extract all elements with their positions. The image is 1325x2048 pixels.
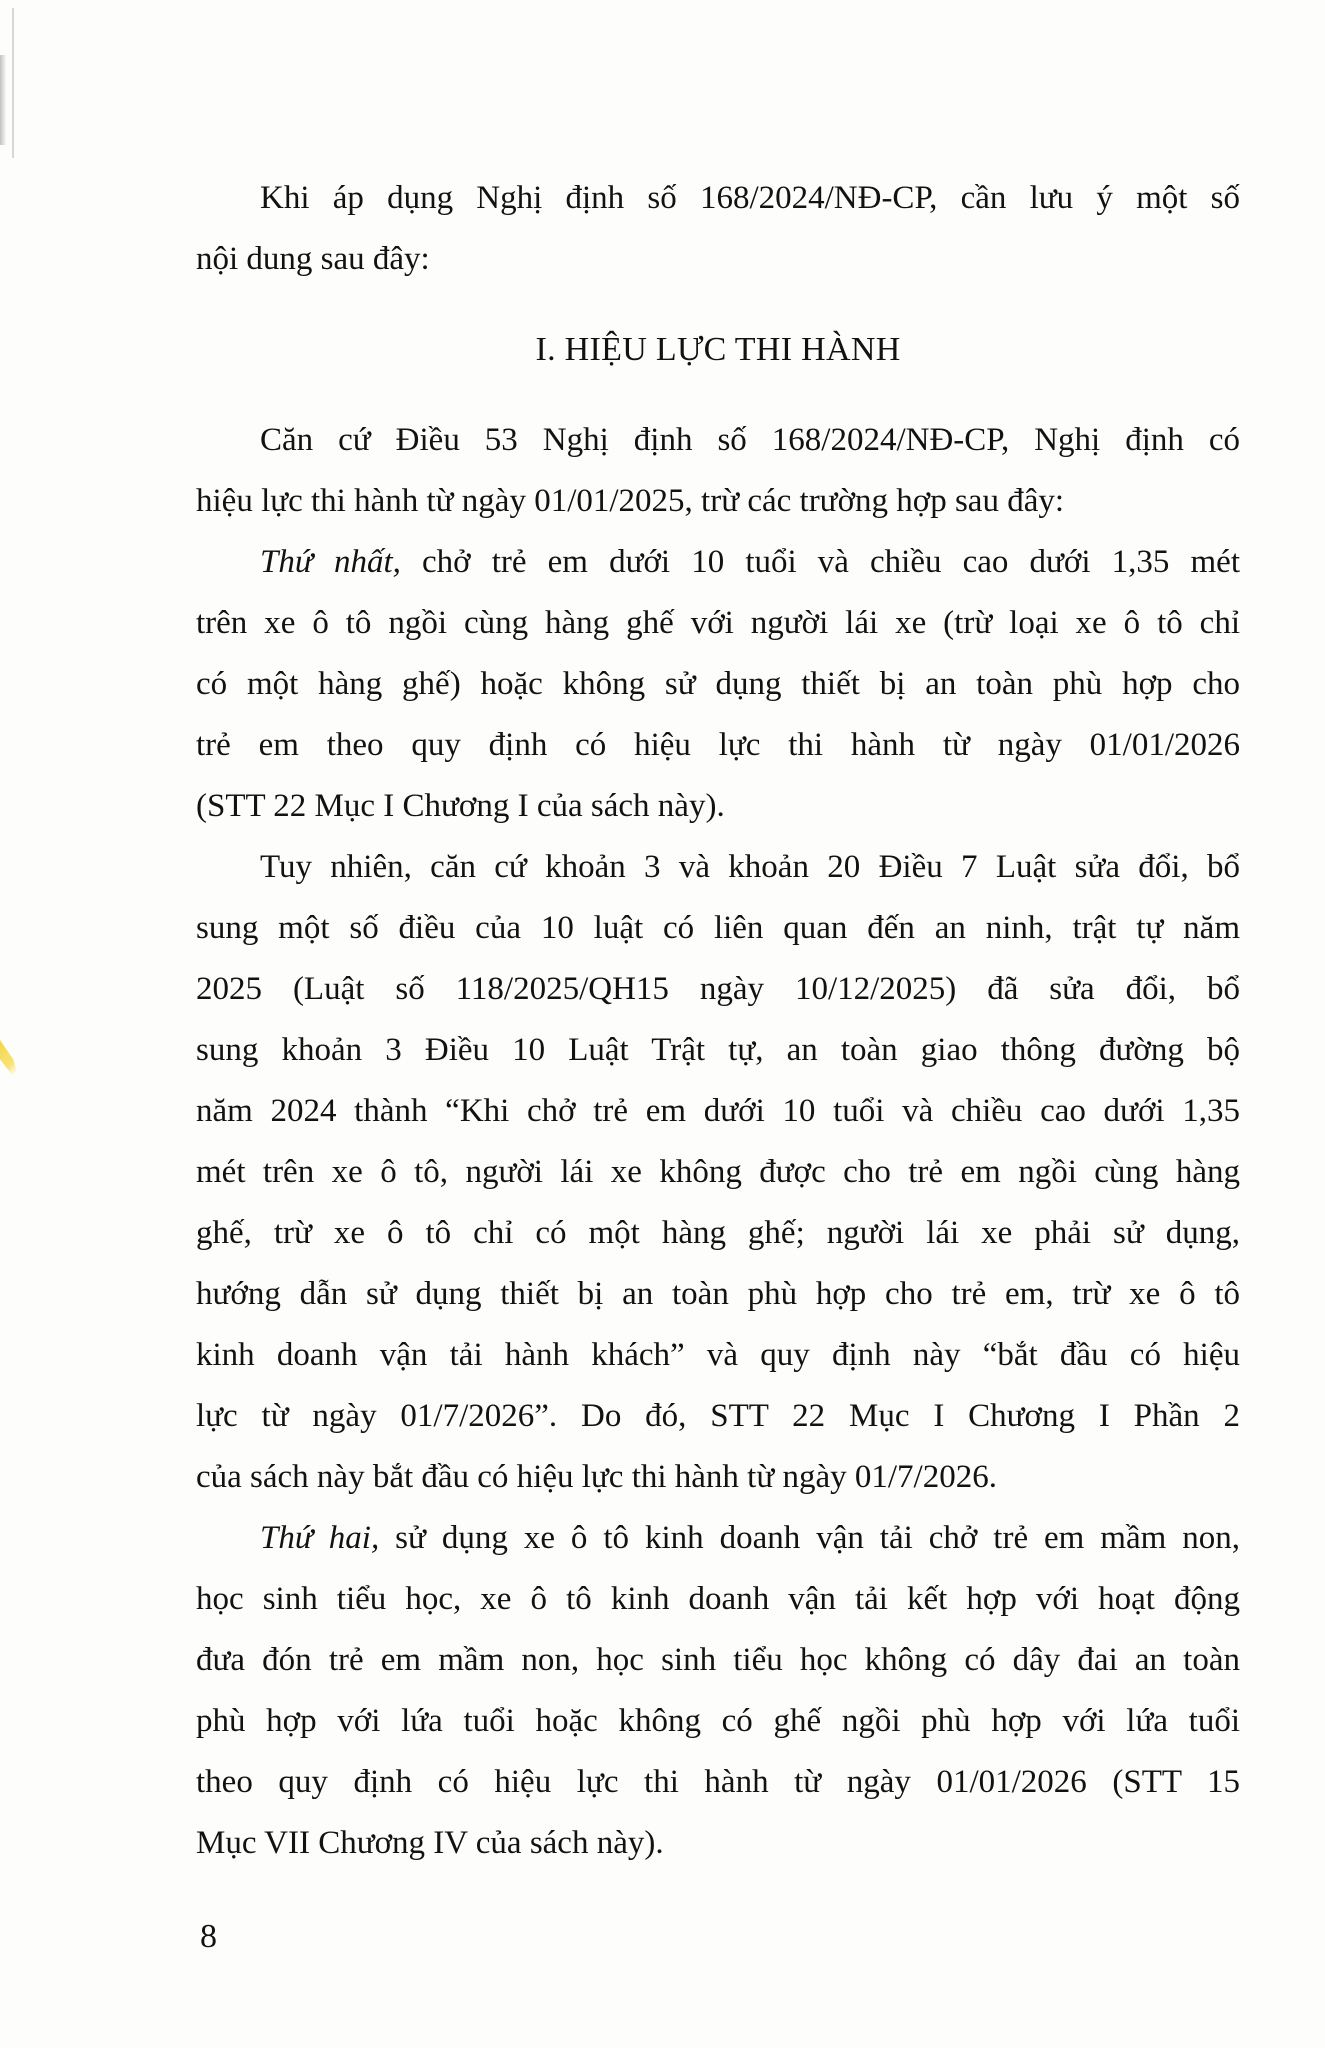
text-line: trên xe ô tô ngồi cùng hàng ghế với người lái xe (trừ loại xe ô tô chỉ (196, 605, 1240, 641)
text-line: phù hợp với lứa tuổi hoặc không có ghế ngồi phù hợp với lứa tuổi (196, 1703, 1240, 1739)
text-line: nội dung sau đây: (196, 241, 430, 277)
text-line: hiệu lực thi hành từ ngày 01/01/2025, trừ các trường hợp sau đây: (196, 483, 1065, 519)
text-line: kinh doanh vận tải hành khách” và quy định này “bắt đầu có hiệu (196, 1337, 1240, 1373)
text-line: năm 2024 thành “Khi chở trẻ em dưới 10 tuổi và chiều cao dưới 1,35 (196, 1093, 1240, 1129)
lead-italic: Thứ hai, (260, 1520, 380, 1556)
intro-paragraph (196, 168, 1240, 290)
text-line: mét trên xe ô tô, người lái xe không được cho trẻ em ngồi cùng hàng (196, 1154, 1240, 1190)
text-line: ghế, trừ xe ô tô chỉ có một hàng ghế; người lái xe phải sử dụng, (196, 1215, 1240, 1251)
highlighter-mark (0, 1040, 22, 1088)
paragraph-effective-date (196, 410, 1240, 532)
text-line: theo quy định có hiệu lực thi hành từ ngày 01/01/2026 (STT 15 (196, 1764, 1240, 1800)
lead-italic: Thứ nhất, (260, 544, 401, 580)
paragraph-second-exception (196, 1508, 1240, 1874)
section-heading: I. HIỆU LỰC THI HÀNH (535, 331, 901, 368)
text-line: đưa đón trẻ em mầm non, học sinh tiểu học không có dây đai an toàn (196, 1642, 1240, 1678)
text-line: của sách này bắt đầu có hiệu lực thi hành từ ngày 01/7/2026. (196, 1459, 997, 1495)
text-line: hướng dẫn sử dụng thiết bị an toàn phù hợp cho trẻ em, trừ xe ô tô (196, 1276, 1240, 1312)
text-line: Thứ nhất, chở trẻ em dưới 10 tuổi và chiều cao dưới 1,35 mét (260, 544, 1240, 580)
paragraph-first-exception (196, 532, 1240, 837)
page-edge-line (12, 8, 14, 158)
page-number: 8 (200, 1918, 217, 1955)
text-line: lực từ ngày 01/7/2026”. Do đó, STT 22 Mục I Chương I Phần 2 (196, 1398, 1240, 1434)
text-line: (STT 22 Mục I Chương I của sách này). (196, 788, 725, 824)
text-line: Tuy nhiên, căn cứ khoản 3 và khoản 20 Điều 7 Luật sửa đổi, bổ (260, 849, 1240, 885)
text-line: Căn cứ Điều 53 Nghị định số 168/2024/NĐ-CP, Nghị định có (260, 422, 1240, 458)
text-line: Mục VII Chương IV của sách này). (196, 1825, 664, 1861)
text-line: sung khoản 3 Điều 10 Luật Trật tự, an toàn giao thông đường bộ (196, 1032, 1240, 1068)
text-line: 2025 (Luật số 118/2025/QH15 ngày 10/12/2025) đã sửa đổi, bổ (196, 971, 1240, 1007)
page-edge-shadow (0, 55, 6, 145)
text-line: học sinh tiểu học, xe ô tô kinh doanh vận tải kết hợp với hoạt động (196, 1581, 1240, 1617)
text-line: Khi áp dụng Nghị định số 168/2024/NĐ-CP, cần lưu ý một số (260, 180, 1240, 216)
text-line: sung một số điều của 10 luật có liên quan đến an ninh, trật tự năm (196, 910, 1240, 946)
text-line: Thứ hai, sử dụng xe ô tô kinh doanh vận tải chở trẻ em mầm non, (260, 1520, 1240, 1556)
section-heading-block (196, 319, 1240, 380)
text-line: trẻ em theo quy định có hiệu lực thi hành từ ngày 01/01/2026 (196, 727, 1240, 763)
paragraph-amendment (196, 837, 1240, 1508)
text-line: có một hàng ghế) hoặc không sử dụng thiết bị an toàn phù hợp cho (196, 666, 1240, 702)
